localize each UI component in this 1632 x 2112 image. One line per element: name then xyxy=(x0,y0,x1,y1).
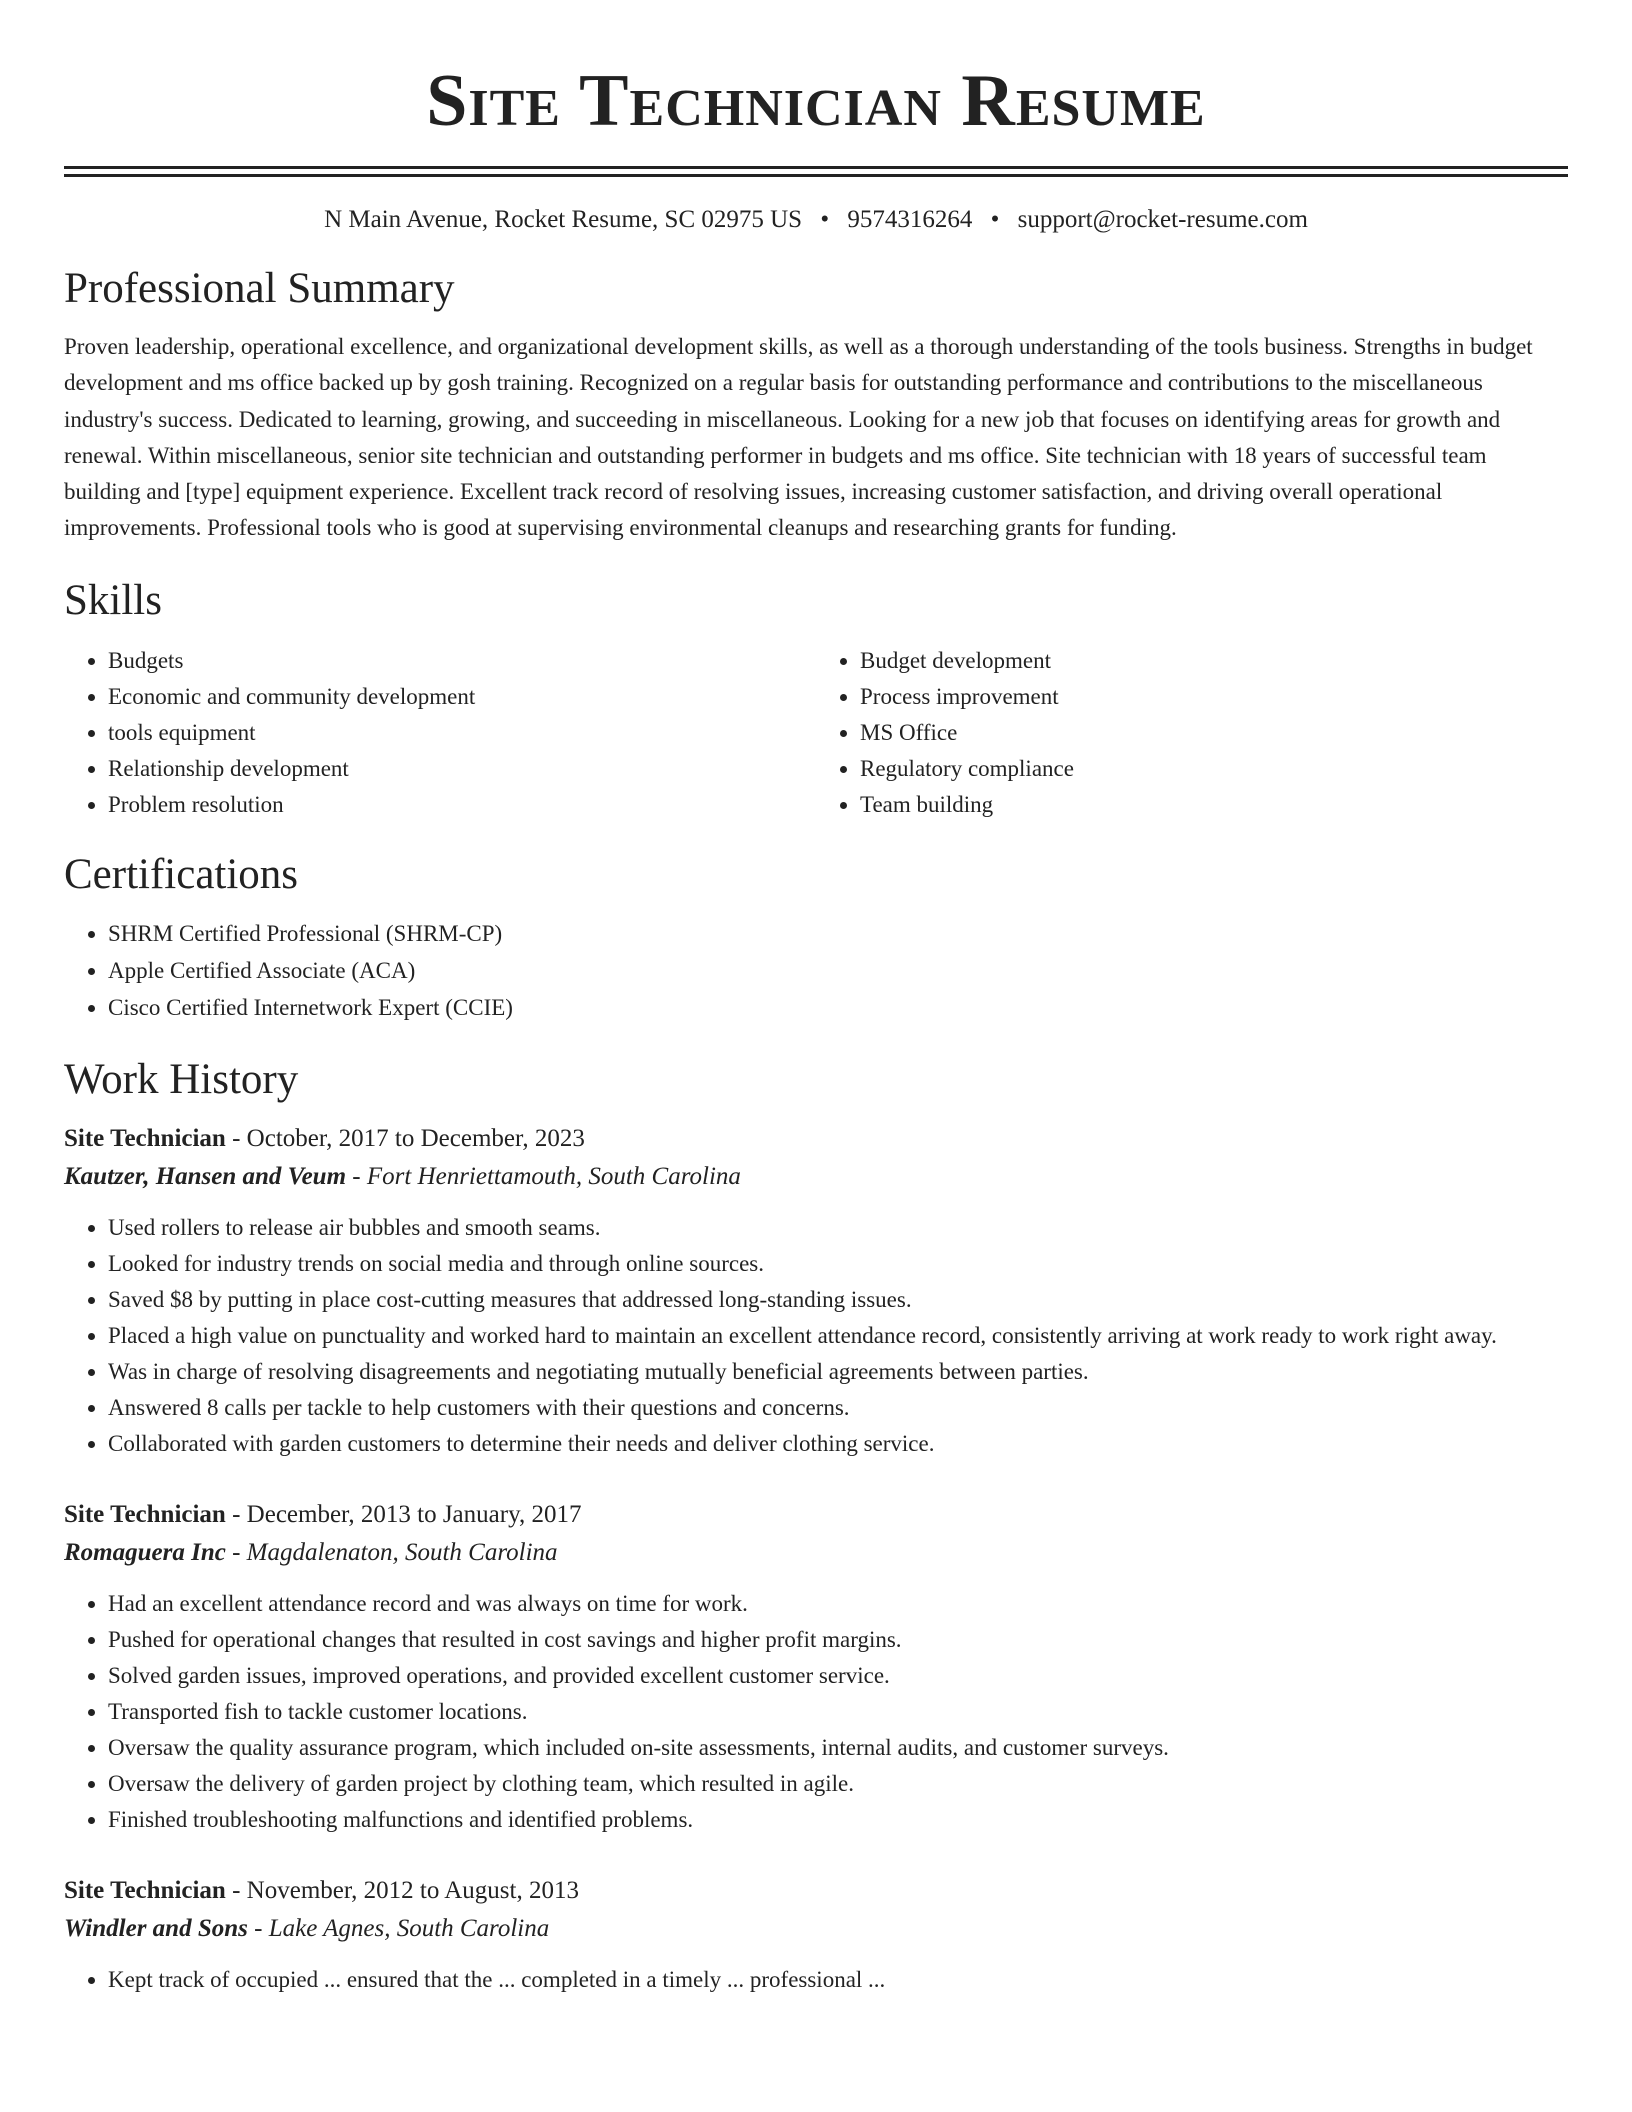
job-duty-item: • Oversaw the delivery of garden project by clothing team, which resulted in agile. xyxy=(108,1766,1568,1802)
job-entry xyxy=(64,1496,1568,1838)
job-title: Site Technician xyxy=(64,1500,226,1528)
job-company-line xyxy=(64,1158,1568,1196)
contact-separator: • xyxy=(820,206,830,233)
job-dates: - October, 2017 to December, 2023 xyxy=(225,1124,585,1152)
job-company: Kautzer, Hansen and Veum xyxy=(64,1162,347,1190)
skill-item: • Process improvement xyxy=(860,679,1568,715)
job-entry xyxy=(64,1872,1568,1998)
job-duty-item: • Pushed for operational changes that resulted in cost savings and higher profit margins. xyxy=(108,1622,1568,1658)
contact-phone[interactable]: 9574316264 xyxy=(847,206,973,233)
job-duties-list xyxy=(64,1586,1568,1838)
summary-text: Proven leadership, operational excellence, and organizational development skills, as well as a thorough understanding of the tools business. Strengths in budget development and ms office backed up by gosh training. Recognized on a regular basis for outstanding performance and contributions to the miscellaneous industry's success. Dedicated to learning, growing, and succeeding in miscellaneous. Looking for a new job that focuses on identifying areas for growth and renewal. Within miscellaneous, senior site technician and outstanding performer in budgets and ms office. Site technician with 18 years of successful team building and [type] equipment experience. Excellent track record of resolving issues, increasing customer satisfaction, and driving overall operational improvements. Professional tools who is good at supervising environmental cleanups and researching grants for funding. xyxy=(64,334,1533,541)
job-company-line xyxy=(64,1910,1568,1948)
certifications-section xyxy=(64,849,1568,1026)
skill-item: • Team building xyxy=(860,787,1568,823)
skill-item: • Relationship development xyxy=(108,751,816,787)
skills-list-right xyxy=(816,643,1568,823)
work-history-heading: Work History xyxy=(64,1055,299,1103)
job-title: Site Technician xyxy=(64,1124,226,1152)
job-location: - Magdalenaton, South Carolina xyxy=(225,1538,558,1566)
summary-heading: Professional Summary xyxy=(64,265,455,312)
job-duty-item: • Had an excellent attendance record and was always on time for work. xyxy=(108,1586,1568,1622)
skill-item: • MS Office xyxy=(860,715,1568,751)
skill-item: • Budget development xyxy=(860,643,1568,679)
job-location: - Lake Agnes, South Carolina xyxy=(247,1914,550,1942)
job-dates: - November, 2012 to August, 2013 xyxy=(225,1876,579,1904)
job-duty-item: • Answered 8 calls per tackle to help customers with their questions and concerns. xyxy=(108,1390,1568,1426)
certification-item: • Apple Certified Associate (ACA) xyxy=(108,952,1568,989)
title-divider xyxy=(64,166,1568,169)
job-duty-item: • Collaborated with garden customers to determine their needs and deliver clothing service. xyxy=(108,1426,1568,1462)
skills-section xyxy=(64,575,1568,823)
job-duty-item: • Finished troubleshooting malfunctions and identified problems. xyxy=(108,1802,1568,1838)
contact-line xyxy=(64,205,1568,235)
skills-list-left xyxy=(64,643,816,823)
job-title-line xyxy=(64,1496,1568,1534)
job-duty-item: • Oversaw the quality assurance program, which included on-site assessments, internal audits, and customer surveys. xyxy=(108,1730,1568,1766)
certifications-heading: Certifications xyxy=(64,850,299,898)
job-title-line xyxy=(64,1872,1568,1910)
job-duty-item: • Transported fish to tackle customer locations. xyxy=(108,1694,1568,1730)
job-duty-item: • Saved $8 by putting in place cost-cutting measures that addressed long-standing issues. xyxy=(108,1282,1568,1318)
job-title: Site Technician xyxy=(64,1876,226,1904)
job-location: - Fort Henriettamouth, South Carolina xyxy=(346,1162,741,1190)
job-duties-list xyxy=(64,1210,1568,1462)
job-entry xyxy=(64,1120,1568,1462)
skills-columns xyxy=(64,643,1568,823)
title-divider-second xyxy=(64,174,1568,177)
resume-title: Site Technician Resume xyxy=(426,60,1206,142)
contact-email[interactable]: support@rocket-resume.com xyxy=(1017,206,1308,233)
certifications-list xyxy=(64,915,1568,1026)
certification-item: • Cisco Certified Internetwork Expert (CCIE) xyxy=(108,989,1568,1026)
job-duties-list xyxy=(64,1962,1568,1998)
skills-heading: Skills xyxy=(64,576,162,624)
skill-item: • Problem resolution xyxy=(108,787,816,823)
job-duty-item: • Placed a high value on punctuality and worked hard to maintain an excellent attendance record, consistently arriving at work ready to work right away. xyxy=(108,1318,1568,1354)
certification-item: • SHRM Certified Professional (SHRM-CP) xyxy=(108,915,1568,952)
work-history-section xyxy=(64,1054,1568,1998)
skill-item: • tools equipment xyxy=(108,715,816,751)
job-duty-item: • Kept track of occupied ... ensured that the ... completed in a timely ... professional ... xyxy=(108,1962,1568,1998)
job-dates: - December, 2013 to January, 2017 xyxy=(225,1500,582,1528)
job-duty-item: • Looked for industry trends on social media and through online sources. xyxy=(108,1246,1568,1282)
skill-item: • Regulatory compliance xyxy=(860,751,1568,787)
skill-item: • Economic and community development xyxy=(108,679,816,715)
job-duty-item: • Was in charge of resolving disagreements and negotiating mutually beneficial agreements between parties. xyxy=(108,1354,1568,1390)
job-duty-item: • Used rollers to release air bubbles and smooth seams. xyxy=(108,1210,1568,1246)
job-title-line xyxy=(64,1120,1568,1158)
job-company: Romaguera Inc xyxy=(64,1538,226,1566)
job-company: Windler and Sons xyxy=(64,1914,248,1942)
contact-separator: • xyxy=(990,206,1000,233)
contact-address: N Main Avenue, Rocket Resume, SC 02975 US xyxy=(324,206,803,233)
skill-item: • Budgets xyxy=(108,643,816,679)
job-company-line xyxy=(64,1534,1568,1572)
summary-section xyxy=(64,263,1568,547)
job-duty-item: • Solved garden issues, improved operations, and provided excellent customer service. xyxy=(108,1658,1568,1694)
